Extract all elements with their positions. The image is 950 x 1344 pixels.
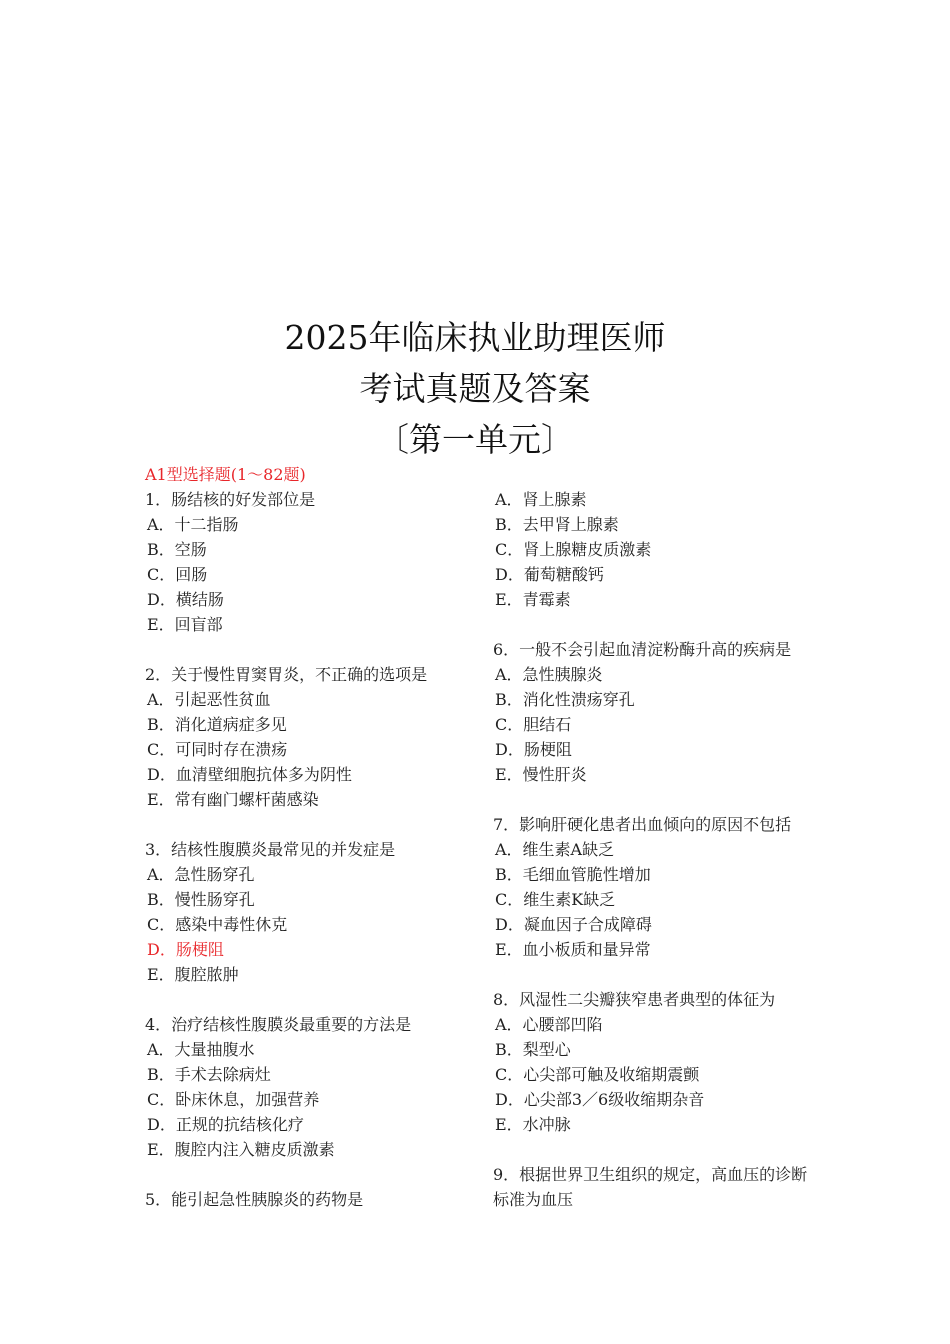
question-5-stem: 5．能引起急性胰腺炎的药物是: [145, 1190, 364, 1209]
question-7-option-e: E．血小板质和量异常: [495, 940, 651, 959]
question-2-option-e: E．常有幽门螺杆菌感染: [147, 790, 319, 809]
question-2-option-d: D．血清壁细胞抗体多为阴性: [147, 765, 352, 784]
question-1-stem: 1．肠结核的好发部位是: [145, 490, 316, 509]
document-title-line2: 考试真题及答案: [359, 369, 591, 408]
question-5-option-b: B．去甲肾上腺素: [495, 515, 619, 534]
question-5-option-d: D．葡萄糖酸钙: [495, 565, 604, 584]
question-6-option-b: B．消化性溃疡穿孔: [495, 690, 635, 709]
question-4-option-b: B．手术去除病灶: [147, 1065, 271, 1084]
question-9-stem: 9．根据世界卫生组织的规定，高血压的诊断标准为血压: [493, 1165, 808, 1209]
question-8-option-e: E．水冲脉: [495, 1115, 571, 1134]
question-6-option-c: C．胆结石: [495, 715, 572, 734]
right-column: [493, 487, 813, 1212]
spacer: [493, 787, 813, 812]
question-4-option-a: A．大量抽腹水: [147, 1040, 255, 1059]
question-6-option-a: A．急性胰腺炎: [495, 665, 603, 684]
question-4-option-e: E．腹腔内注入糖皮质激素: [147, 1140, 335, 1159]
question-4-option-c: C．卧床休息，加强营养: [147, 1090, 320, 1109]
question-1-option-b: B．空肠: [147, 540, 207, 559]
question-5-option-c: C．肾上腺糖皮质激素: [495, 540, 652, 559]
document-title-line1: 2025年临床执业助理医师: [284, 318, 666, 357]
question-5-option-e: E．青霉素: [495, 590, 571, 609]
question-5-option-a: A．肾上腺素: [495, 490, 587, 509]
question-4-option-d: D．正规的抗结核化疗: [147, 1115, 304, 1134]
spacer: [145, 987, 485, 1012]
question-3-option-a: A．急性肠穿孔: [147, 865, 255, 884]
spacer: [145, 1162, 485, 1187]
question-2-option-a: A．引起恶性贫血: [147, 690, 271, 709]
question-1-option-e: E．回盲部: [147, 615, 223, 634]
question-3-option-c: C．感染中毒性休克: [147, 915, 288, 934]
section-heading: A1型选择题(1～82题): [145, 465, 306, 484]
spacer: [145, 812, 485, 837]
question-4-stem: 4．治疗结核性腹膜炎最重要的方法是: [145, 1015, 412, 1034]
document-title-line3: 〔第一单元〕: [376, 420, 574, 459]
spacer: [493, 1137, 813, 1162]
question-2-option-c: C．可同时存在溃疡: [147, 740, 288, 759]
spacer: [493, 962, 813, 987]
question-8-option-d: D．心尖部3／6级收缩期杂音: [495, 1090, 705, 1109]
question-1-option-a: A．十二指肠: [147, 515, 239, 534]
question-7-option-b: B．毛细血管脆性增加: [495, 865, 651, 884]
question-7-option-a: A．维生素A缺乏: [495, 840, 615, 859]
spacer: [145, 637, 485, 662]
question-3-stem: 3．结核性腹膜炎最常见的并发症是: [145, 840, 396, 859]
question-2-option-b: B．消化道病症多见: [147, 715, 287, 734]
question-8-stem: 8．风湿性二尖瓣狭窄患者典型的体征为: [493, 990, 776, 1009]
question-8-option-c: C．心尖部可触及收缩期震颤: [495, 1065, 700, 1084]
question-1-option-d: D．横结肠: [147, 590, 224, 609]
question-8-option-a: A．心腰部凹陷: [495, 1015, 603, 1034]
left-column: [145, 462, 485, 1212]
question-3-option-b: B．慢性肠穿孔: [147, 890, 255, 909]
question-3-option-d-correct: D．肠梗阻: [147, 940, 224, 959]
question-6-option-d: D．肠梗阻: [495, 740, 572, 759]
spacer: [493, 612, 813, 637]
question-6-stem: 6．一般不会引起血清淀粉酶升高的疾病是: [493, 640, 792, 659]
question-7-option-c: C．维生素K缺乏: [495, 890, 616, 909]
question-7-stem: 7．影响肝硬化患者出血倾向的原因不包括: [493, 815, 792, 834]
question-1-option-c: C．回肠: [147, 565, 208, 584]
question-3-option-e: E．腹腔脓肿: [147, 965, 239, 984]
question-7-option-d: D．凝血因子合成障碍: [495, 915, 652, 934]
question-8-option-b: B．梨型心: [495, 1040, 571, 1059]
question-2-stem: 2．关于慢性胃窦胃炎，不正确的选项是: [145, 665, 428, 684]
question-6-option-e: E．慢性肝炎: [495, 765, 587, 784]
